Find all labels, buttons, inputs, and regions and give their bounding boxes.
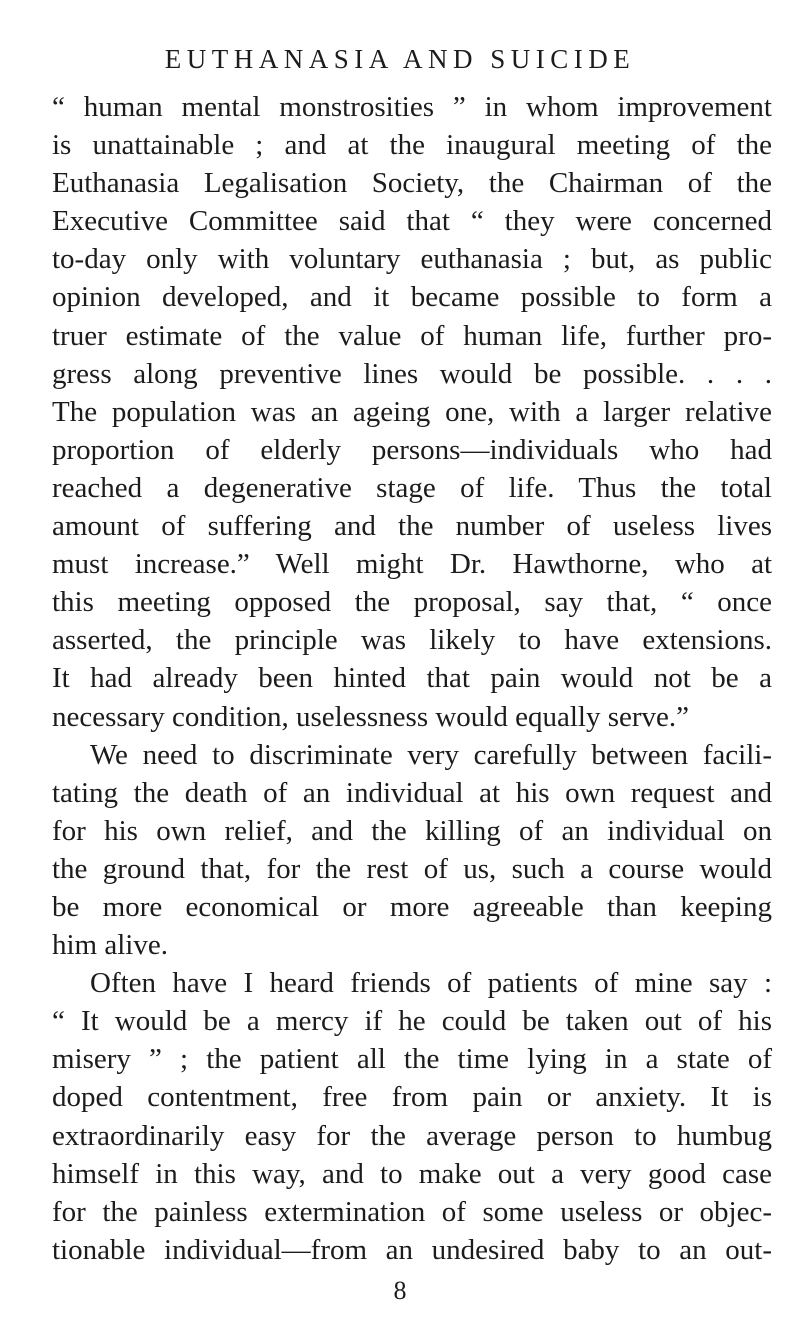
running-head: EUTHANASIA AND SUICIDE bbox=[164, 44, 636, 74]
text-line: Executive Committee said that “ they were concerned bbox=[52, 205, 772, 238]
text-line: It had already been hinted that pain would not be a bbox=[52, 662, 772, 695]
text-line: extraordinarily easy for the average person to humbug bbox=[52, 1119, 772, 1152]
text-line: We need to discriminate very carefully between facili- bbox=[90, 738, 772, 771]
text-line: for his own relief, and the killing of an individual on bbox=[52, 814, 772, 847]
body-text bbox=[52, 88, 772, 1269]
text-line: Euthanasia Legalisation Society, the Chairman of the bbox=[52, 167, 772, 200]
text-line: gress along preventive lines would be possible. . . . bbox=[52, 357, 772, 390]
text-line: necessary condition, uselessness would equally serve.” bbox=[52, 700, 690, 733]
text-line: to-day only with voluntary euthanasia ; but, as public bbox=[52, 243, 772, 276]
text-line: is unattainable ; and at the inaugural meeting of the bbox=[52, 129, 772, 162]
text-line: himself in this way, and to make out a very good case bbox=[52, 1157, 772, 1190]
text-line: “ It would be a mercy if he could be taken out of his bbox=[52, 1005, 772, 1038]
text-line: The population was an ageing one, with a larger relative bbox=[52, 395, 772, 428]
text-line: misery ” ; the patient all the time lying in a state of bbox=[52, 1043, 772, 1076]
text-line: must increase.” Well might Dr. Hawthorne, who at bbox=[52, 548, 772, 581]
text-line: asserted, the principle was likely to have extensions. bbox=[52, 624, 772, 657]
text-line: opinion developed, and it became possible to form a bbox=[52, 281, 772, 314]
text-line: doped contentment, free from pain or anxiety. It is bbox=[52, 1081, 772, 1114]
page-number: 8 bbox=[393, 1276, 407, 1305]
text-line: truer estimate of the value of human life, further pro- bbox=[52, 319, 772, 352]
text-line: him alive. bbox=[52, 929, 168, 962]
text-line: this meeting opposed the proposal, say that, “ once bbox=[52, 586, 772, 619]
text-line: amount of suffering and the number of useless lives bbox=[52, 510, 772, 543]
text-line: reached a degenerative stage of life. Thus the total bbox=[52, 471, 772, 504]
text-line: tionable individual—from an undesired baby to an out- bbox=[52, 1233, 772, 1266]
text-line: tating the death of an individual at his own request and bbox=[52, 776, 772, 809]
text-line: the ground that, for the rest of us, such a course would bbox=[52, 852, 772, 885]
text-line: for the painless extermination of some useless or objec- bbox=[52, 1195, 772, 1228]
text-line: Often have I heard friends of patients of mine say : bbox=[90, 967, 772, 1000]
text-line: “ human mental monstrosities ” in whom improvement bbox=[52, 91, 772, 123]
text-line: be more economical or more agreeable than keeping bbox=[52, 890, 772, 923]
text-line: proportion of elderly persons—individuals who had bbox=[52, 433, 772, 466]
